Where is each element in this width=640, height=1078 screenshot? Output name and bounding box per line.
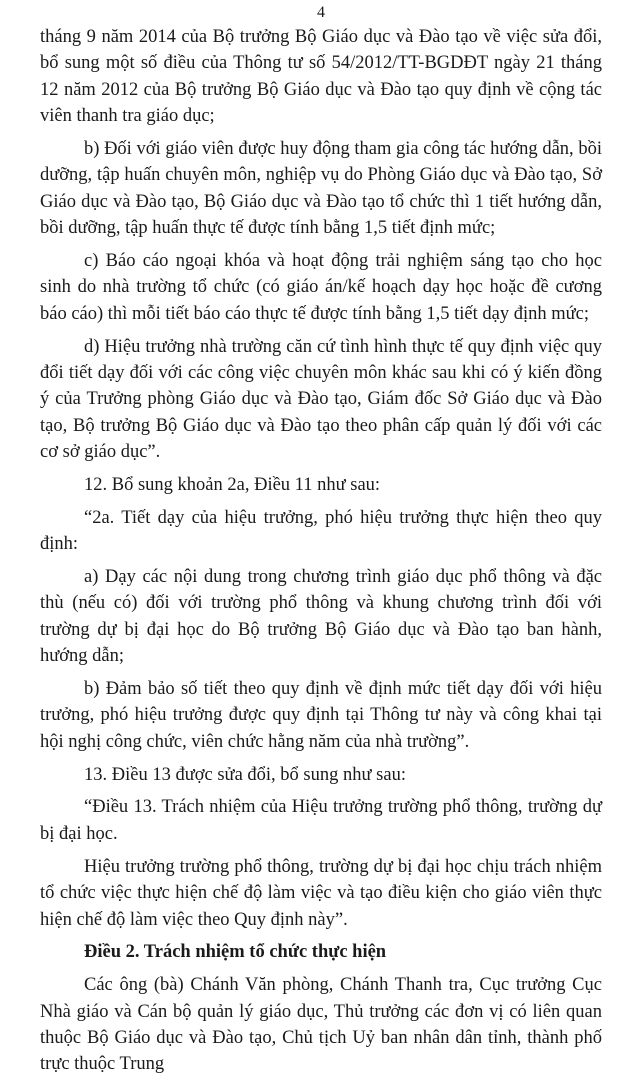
paragraph: Các ông (bà) Chánh Văn phòng, Chánh Thanh tra, Cục trưởng Cục Nhà giáo và Cán bộ quản lý giáo dục, Thủ trưởng các đơn vị có liên quan thuộc Bộ Giáo dục và Đào tạo, Chủ tịch Uỷ ban nhân dân tỉnh, thành phố trực thuộc Trung xyxy=(40,975,602,1075)
paragraph: 12. Bổ sung khoản 2a, Điều 11 như sau: xyxy=(84,475,381,496)
paragraph: a) Dạy các nội dung trong chương trình giáo dục phổ thông và đặc thù (nếu có) đối với trường phổ thông và khung chương trình đối với trường dự bị đại học do Bộ trưởng Bộ Giáo dục và Đào tạo ban hành, hướng dẫn; xyxy=(40,567,602,667)
paragraph: c) Báo cáo ngoại khóa và hoạt động trải nghiệm sáng tạo cho học sinh do nhà trường tổ chức (có giáo án/kế hoạch dạy học hoặc đề cương báo cáo) thì mỗi tiết báo cáo thực tế được tính bằng 1,5 tiết dạy định mức; xyxy=(40,251,602,324)
paragraph: b) Đối với giáo viên được huy động tham gia công tác hướng dẫn, bồi dưỡng, tập huấn chuyên môn, nghiệp vụ do Phòng Giáo dục và Đào tạo, Sở Giáo dục và Đào tạo, Bộ Giáo dục và Đào tạo tổ chức thì 1 tiết hướng dẫn, bồi dưỡng, tập huấn thực tế được tính bằng 1,5 tiết định mức; xyxy=(40,139,602,239)
paragraph: “2a. Tiết dạy của hiệu trưởng, phó hiệu trưởng thực hiện theo quy định: xyxy=(40,507,602,555)
paragraph: “Điều 13. Trách nhiệm của Hiệu trưởng trường phổ thông, trường dự bị đại học. xyxy=(40,797,602,844)
document-body xyxy=(40,24,602,1078)
paragraph: tháng 9 năm 2014 của Bộ trưởng Bộ Giáo dục và Đào tạo về việc sửa đổi, bổ sung một số điều của Thông tư số 54/2012/TT-BGDĐT ngày 21 tháng 12 năm 2012 của Bộ trưởng Bộ Giáo dục và Đào tạo quy định về cộng tác viên thanh tra giáo dục; xyxy=(40,27,602,127)
paragraph: d) Hiệu trưởng nhà trường căn cứ tình hình thực tế quy định việc quy đổi tiết dạy đối với các công việc chuyên môn khác sau khi có ý kiến đồng ý của Trưởng phòng Giáo dục và Đào tạo, Giám đốc Sở Giáo dục và Đào tạo, Bộ trưởng Bộ Giáo dục và Đào tạo theo phân cấp quản lý đối với các cơ sở giáo dục”. xyxy=(40,336,602,463)
page-number: 4 xyxy=(317,4,325,21)
section-heading: Điều 2. Trách nhiệm tổ chức thực hiện xyxy=(84,942,387,963)
paragraph: Hiệu trưởng trường phổ thông, trường dự bị đại học chịu trách nhiệm tổ chức việc thực hiện chế độ làm việc và tạo điều kiện cho giáo viên thực hiện chế độ làm việc theo Quy định này”. xyxy=(40,856,602,930)
paragraph: 13. Điều 13 được sửa đổi, bổ sung như sau: xyxy=(84,764,406,785)
paragraph: b) Đảm bảo số tiết theo quy định về định mức tiết dạy đối với hiệu trưởng, phó hiệu trưởng được quy định tại Thông tư này và công khai tại hội nghị công chức, viên chức hằng năm của nhà trường”. xyxy=(40,679,602,752)
